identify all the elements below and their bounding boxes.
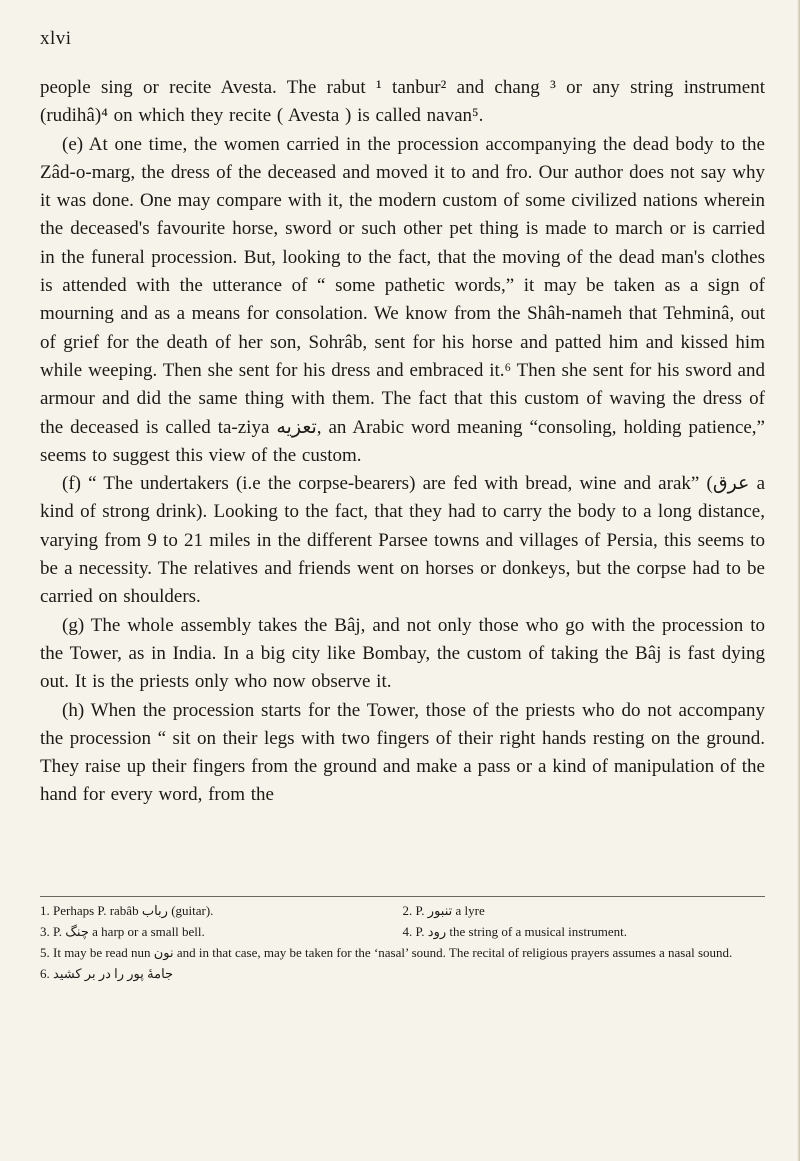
paragraph-intro: people sing or recite Avesta. The rabut ¹ tanbur² and chang ³ or any string instrument (rudihâ)⁴ on which they recite ( Avesta ) is called navan⁵. bbox=[40, 77, 765, 127]
footnote-5: 5. It may be read nun نون and in that case, may be taken for the ‘nasal’ sound. The recital of religious prayers assumes a nasal sound. bbox=[40, 945, 733, 960]
footnote-1: 1. Perhaps P. rabâb رباب (guitar). bbox=[40, 903, 214, 918]
footnote-row bbox=[40, 900, 765, 921]
paragraph-e: (e) At one time, the women carried in the procession accompanying the dead body to the Zâd-o-marg, the dress of the deceased and moved it to and fro. Our author does not say why it was done. One may compare with it, the modern custom of some civilized nations wherein the deceased's favourite horse, sword or such other pet thing is made to march or is carried in the funeral procession. But, looking to the fact, that the moving of the dead man's clothes is attended with the utterance of “ some pathetic words,” it may be taken as a sign of mourning and as a means for consolation. We know from the Shâh-nameh that Tehminâ, out of grief for the death of her son, Sohrâb, sent for his horse and patted him and kissed him while weeping. Then she sent for his dress and embraced it.⁶ Then she sent for his sword and armour and did the same thing with them. The fact that this custom of waving the dress of the deceased is called ta-ziya تعزیه, an Arabic word meaning “consoling, holding patience,” seems to suggest this view of the custom. bbox=[40, 133, 765, 466]
footnote-4: 4. P. رود the string of a musical instrument. bbox=[402, 924, 628, 939]
body-text bbox=[40, 74, 765, 810]
footnote-6: 6. جامهٔ پور را در بر کشید bbox=[40, 966, 174, 981]
paragraph-f: (f) “ The undertakers (i.e the corpse-bearers) are fed with bread, wine and arak” (عرق a kind of strong drink). Looking to the fact, that they had to carry the body to a long distance, varying from 9 to 21 miles in the different Parsee towns and villages of Persia, this seems to be a necessity. The relatives and friends went on horses or donkeys, but the corpse had to be carried on shoulders. bbox=[40, 473, 766, 608]
footnote-row bbox=[40, 921, 765, 942]
footnote-3: 3. P. چنگ a harp or a small bell. bbox=[40, 924, 205, 939]
footnote-2: 2. P. تنبور a lyre bbox=[402, 903, 485, 918]
paragraph-g: (g) The whole assembly takes the Bâj, and not only those who go with the procession to the Tower, as in India. In a big city like Bombay, the custom of taking the Bâj is fast dying out. It is the priests only who now observe it. bbox=[40, 614, 765, 693]
paragraph-h: (h) When the procession starts for the Tower, those of the priests who do not accompany the procession “ sit on their legs with two fingers of their right hands resting on the ground. They raise up their fingers from the ground and make a pass or a kind of manipulation of the hand for every word, from the bbox=[40, 699, 765, 806]
page-number: xlvi bbox=[40, 28, 72, 49]
footnotes bbox=[40, 900, 765, 984]
footnote-divider bbox=[40, 896, 765, 897]
